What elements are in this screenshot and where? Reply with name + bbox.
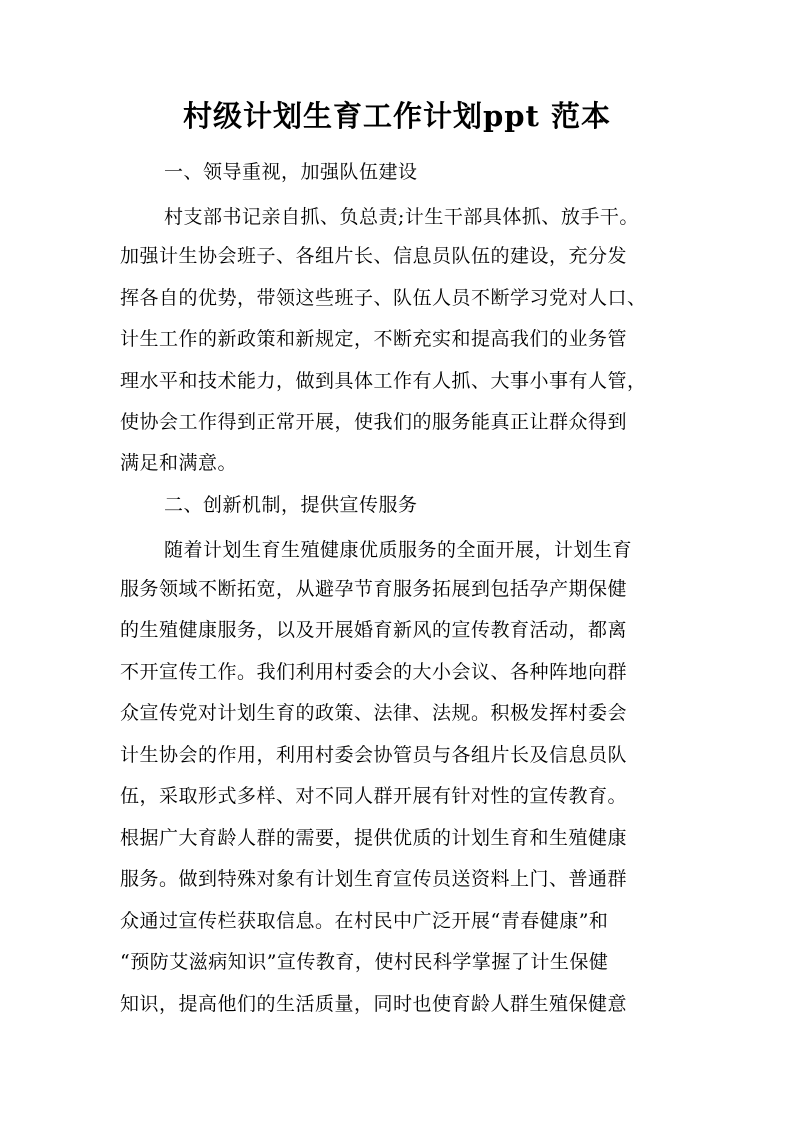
- section-heading-1: 一、领导重视，加强队伍建设: [164, 161, 418, 183]
- paragraph-line: 理水平和技术能力，做到具体工作有人抓、大事小事有人管，: [120, 370, 647, 392]
- paragraph-line: 计生协会的作用，利用村委会协管员与各组片长及信息员队: [120, 744, 628, 766]
- paragraph-line: 加强计生协会班子、各组片长、信息员队伍的建设，充分发: [120, 245, 628, 267]
- paragraph-line: “预防艾滋病知识”宣传教育，使村民科学掌握了计生保健: [120, 951, 609, 973]
- paragraph-line: 的生殖健康服务，以及开展婚育新风的宣传教育活动，都离: [120, 619, 628, 641]
- paragraph-line: 众通过宣传栏获取信息。在村民中广泛开展“青春健康”和: [120, 910, 609, 932]
- document-title: 村级计划生育工作计划ppt 范本: [182, 99, 612, 133]
- section-heading-2: 二、创新机制，提供宣传服务: [164, 494, 418, 516]
- paragraph-line: 伍，采取形式多样、对不同人群开展有针对性的宣传教育。: [120, 785, 628, 807]
- paragraph-line: 使协会工作得到正常开展，使我们的服务能真正让群众得到: [120, 411, 628, 433]
- paragraph-line: 满足和满意。: [120, 452, 238, 474]
- paragraph-line: 挥各自的优势，带领这些班子、队伍人员不断学习党对人口、: [120, 287, 647, 309]
- paragraph-line: 不开宣传工作。我们利用村委会的大小会议、各种阵地向群: [120, 661, 628, 683]
- paragraph-line: 服务领域不断拓宽，从避孕节育服务拓展到包括孕产期保健: [120, 578, 628, 600]
- paragraph-line: 知识，提高他们的生活质量，同时也使育龄人群生殖保健意: [120, 993, 628, 1015]
- paragraph-line: 村支部书记亲自抓、负总责;计生干部具体抓、放手干。: [164, 206, 639, 228]
- paragraph-line: 根据广大育龄人群的需要，提供优质的计划生育和生殖健康: [120, 827, 628, 849]
- paragraph-line: 计生工作的新政策和新规定，不断充实和提高我们的业务管: [120, 328, 628, 350]
- paragraph-line: 众宣传党对计划生育的政策、法律、法规。积极发挥村委会: [120, 702, 628, 724]
- paragraph-line: 随着计划生育生殖健康优质服务的全面开展，计划生育: [164, 539, 633, 561]
- paragraph-line: 服务。做到特殊对象有计划生育宣传员送资料上门、普通群: [120, 868, 628, 890]
